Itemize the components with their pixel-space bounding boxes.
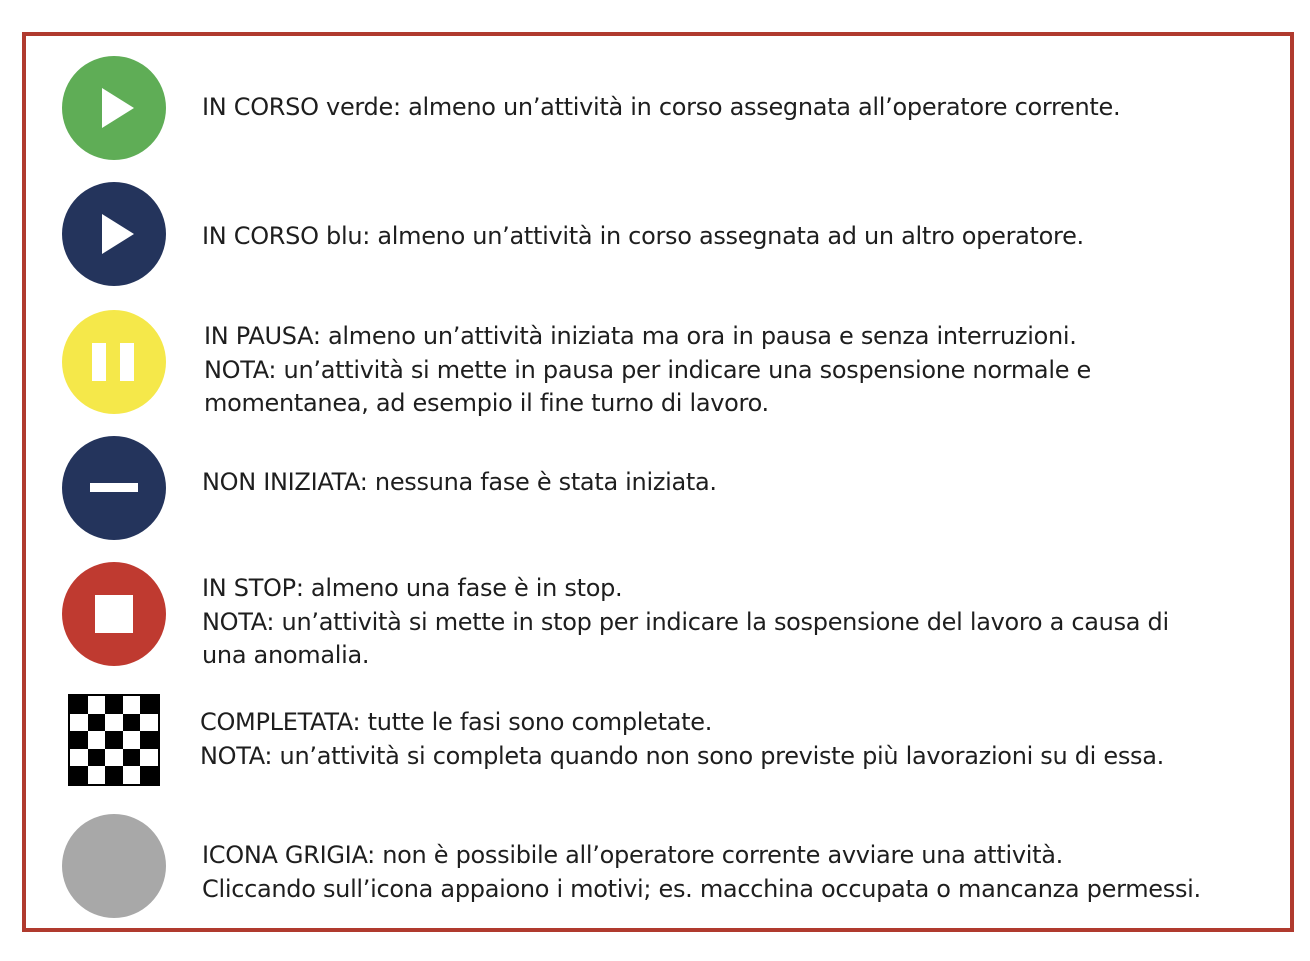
legend-row-stopped <box>26 562 1290 672</box>
play-icon <box>62 56 166 160</box>
legend-text <box>202 220 1270 254</box>
legend-line: IN CORSO blu: almeno un’attività in corso assegnata ad un altro operatore. <box>202 222 1084 250</box>
legend-line: una anomalia. <box>202 641 370 669</box>
legend-line: NOTA: un’attività si completa quando non sono previste più lavorazioni su di essa. <box>200 741 1164 770</box>
legend-row-gray <box>26 814 1290 924</box>
legend-frame <box>22 32 1294 932</box>
legend-text <box>202 572 1270 673</box>
legend-line: IN STOP: almeno una fase è in stop. <box>202 574 623 602</box>
legend-line: Cliccando sull’icona appaiono i motivi; es. macchina occupata o mancanza permessi. <box>202 874 1201 903</box>
gray-circle-icon <box>62 814 166 918</box>
legend-line: COMPLETATA: tutte le fasi sono completate. <box>200 708 713 736</box>
legend-text <box>204 320 1270 421</box>
legend-line: NON INIZIATA: nessuna fase è stata iniziata. <box>202 468 717 496</box>
legend-line: NOTA: un’attività si mette in stop per indicare la sospensione del lavoro a causa di <box>202 607 1169 636</box>
legend-text <box>202 466 1270 500</box>
legend-row-paused <box>26 310 1290 420</box>
legend-text <box>202 91 1270 125</box>
legend-text <box>200 706 1270 773</box>
legend-line: momentanea, ad esempio il fine turno di lavoro. <box>204 389 769 417</box>
stop-icon <box>62 562 166 666</box>
legend-row-in-progress-green <box>26 56 1290 166</box>
minus-icon <box>62 436 166 540</box>
legend-text <box>202 839 1270 906</box>
legend-line: IN CORSO verde: almeno un’attività in corso assegnata all’operatore corrente. <box>202 93 1121 121</box>
legend-line: NOTA: un’attività si mette in pausa per indicare una sospensione normale e <box>204 355 1091 384</box>
checkered-flag-icon <box>68 694 160 786</box>
legend-line: ICONA GRIGIA: non è possibile all’operatore corrente avviare una attività. <box>202 841 1063 869</box>
legend-row-in-progress-blue <box>26 182 1290 292</box>
legend-row-completed <box>26 692 1290 792</box>
play-icon <box>62 182 166 286</box>
pause-icon <box>62 310 166 414</box>
legend-row-not-started <box>26 436 1290 546</box>
legend-line: IN PAUSA: almeno un’attività iniziata ma ora in pausa e senza interruzioni. <box>204 322 1077 350</box>
